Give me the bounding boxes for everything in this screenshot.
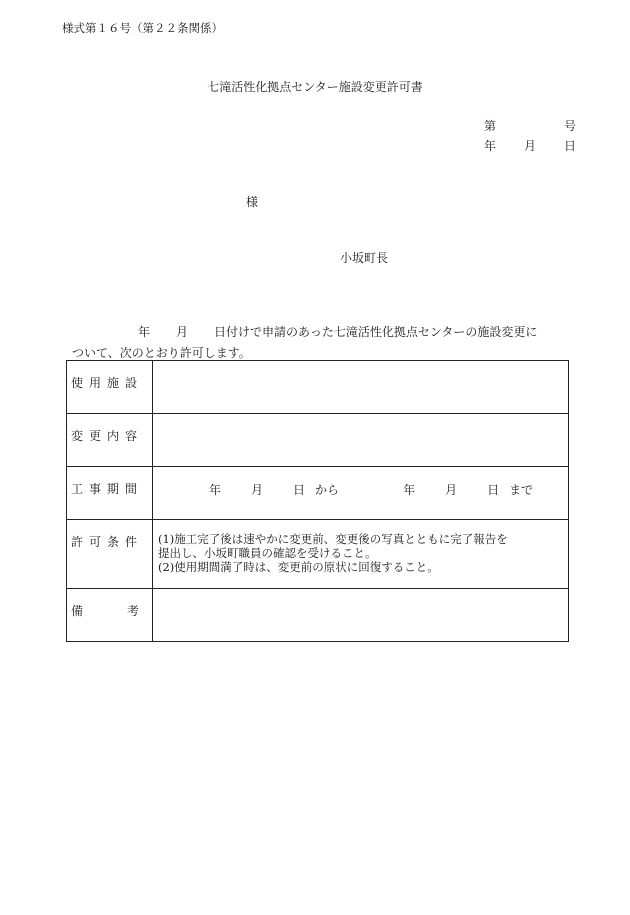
table-row — [67, 467, 569, 520]
period-from-month: 月 — [251, 483, 264, 497]
period-to-day: 日 — [487, 483, 500, 497]
body-text-line-2: ついて、次のとおり許可します。 — [72, 346, 251, 360]
facility-value-cell — [153, 361, 569, 414]
number-prefix: 第 — [483, 119, 496, 133]
remarks-value-cell — [153, 589, 569, 642]
period-from-day: 日 — [293, 483, 306, 497]
period-value-cell — [153, 467, 569, 520]
number-suffix: 号 — [563, 119, 576, 133]
form-number-label: 様式第１６号（第２２条関係） — [62, 21, 223, 35]
period-to-text: まで — [509, 483, 534, 497]
change-label: 変更内容 — [71, 429, 144, 443]
condition-line: (1)施工完了後は速やかに変更前、変更後の写真とともに完了報告を — [158, 532, 508, 546]
date-day: 日 — [563, 139, 576, 153]
issue-date-line — [484, 137, 576, 154]
document-title: 七滝活性化拠点センター施設変更許可書 — [207, 80, 423, 94]
table-row — [67, 520, 569, 589]
conditions-label-cell — [67, 520, 153, 589]
condition-line: (2)使用期間満了時は、変更前の原状に回復すること。 — [158, 560, 439, 574]
table-row — [67, 589, 569, 642]
period-from-text: から — [315, 483, 340, 497]
table-row — [67, 414, 569, 467]
condition-line: 提出し、小坂町職員の確認を受けること。 — [158, 546, 377, 560]
change-value-cell — [153, 414, 569, 467]
period-label: 工事期間 — [71, 482, 144, 496]
table-row — [67, 361, 569, 414]
construction-period — [153, 467, 568, 498]
body-year: 年 — [138, 325, 151, 339]
conditions-text — [153, 520, 568, 574]
body-month: 月 — [176, 325, 189, 339]
facility-label-cell — [67, 361, 153, 414]
remarks-label-cell — [67, 589, 153, 642]
remarks-label — [71, 602, 145, 619]
body-text-line-1 — [138, 323, 537, 340]
period-to-month: 月 — [445, 483, 458, 497]
issuer-name: 小坂町長 — [340, 251, 389, 265]
conditions-value-cell — [153, 520, 569, 589]
permit-number-line — [484, 117, 576, 134]
addressee: 様 — [246, 195, 259, 209]
body-line1-rest: 日付けで申請のあった七滝活性化拠点センターの施設変更に — [214, 325, 538, 339]
permit-table — [66, 360, 569, 642]
period-label-cell — [67, 467, 153, 520]
date-month: 月 — [523, 139, 536, 153]
change-label-cell — [67, 414, 153, 467]
period-to-year: 年 — [403, 483, 416, 497]
facility-label: 使用施設 — [71, 376, 144, 390]
period-from-year: 年 — [209, 483, 222, 497]
conditions-label: 許可条件 — [71, 535, 144, 549]
date-year: 年 — [483, 139, 496, 153]
remarks-label-char-1: 備 — [71, 604, 90, 618]
remarks-label-char-2: 考 — [126, 604, 145, 618]
